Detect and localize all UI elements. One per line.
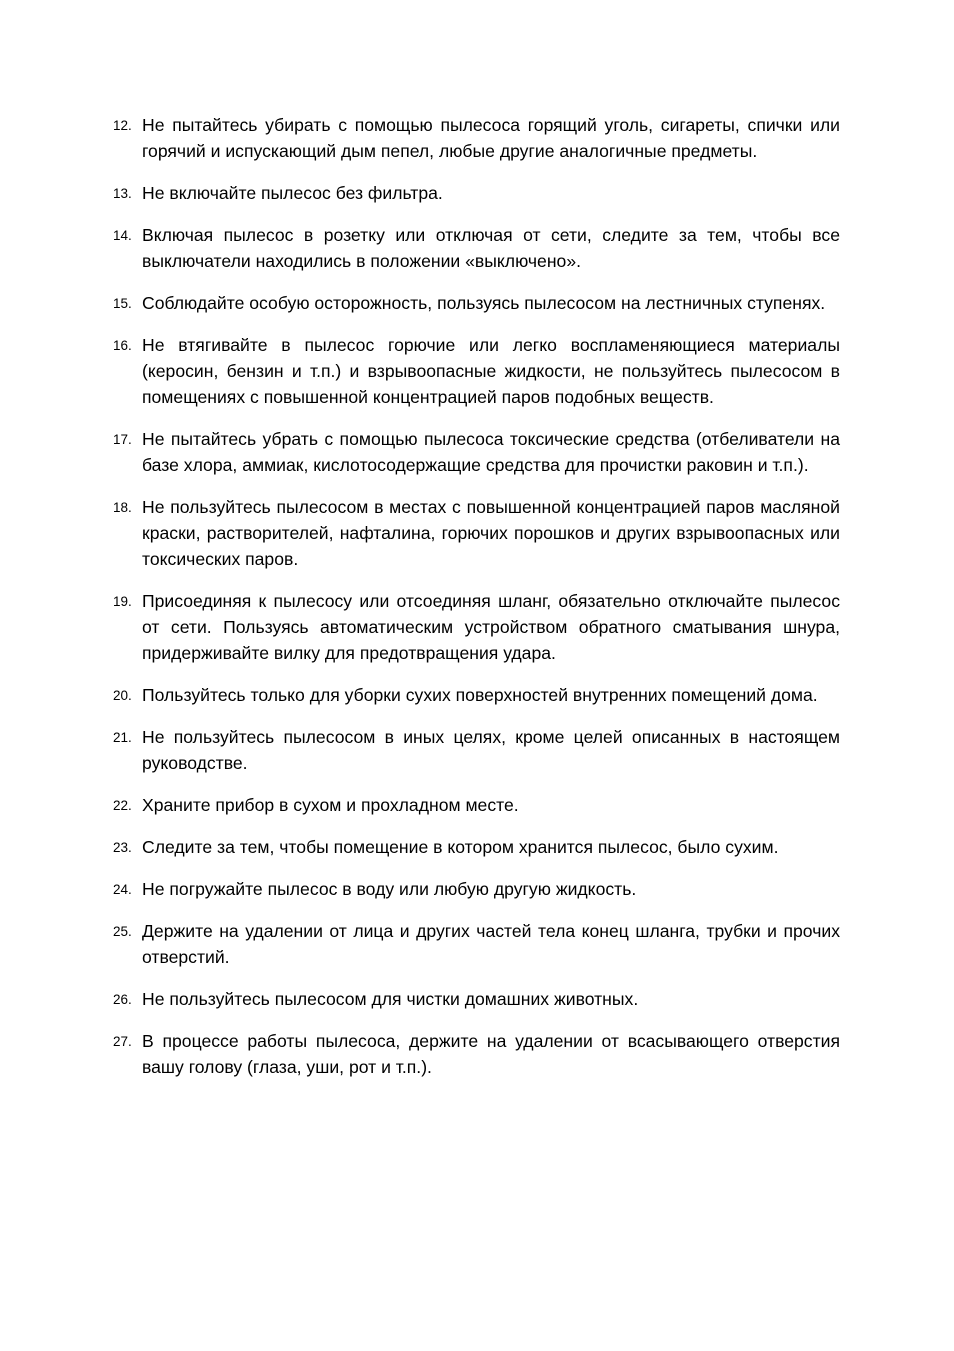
item-number: 13. <box>113 186 132 201</box>
list-item <box>113 290 840 316</box>
item-text: Не пользуйтесь пылесосом в местах с повышенной концентрацией паров масляной краски, растворителей, нафталина, горючих порошков и других взрывоопасных или токсических паров. <box>142 497 840 569</box>
list-item <box>113 986 840 1012</box>
item-text: Не пользуйтесь пылесосом в иных целях, кроме целей описанных в настоящем руководстве. <box>142 727 840 773</box>
item-number: 23. <box>113 840 132 855</box>
list-item <box>113 332 840 410</box>
item-number: 25. <box>113 924 132 939</box>
list-item <box>113 792 840 818</box>
item-text: Соблюдайте особую осторожность, пользуясь пылесосом на лестничных ступенях. <box>142 293 826 313</box>
item-text: Не пытайтесь убрать с помощью пылесоса токсические средства (отбеливатели на базе хлора, аммиак, кислотосодержащие средства для прочистки раковин и т.п.). <box>142 429 840 475</box>
item-number: 24. <box>113 882 132 897</box>
item-text: Не втягивайте в пылесос горючие или легко воспламеняющиеся материалы (керосин, бензин и т.п.) и взрывоопасные жидкости, не пользуйтесь пылесосом в помещениях с повышенной концентрацией паров подобных веществ. <box>142 335 840 407</box>
list-item <box>113 1028 840 1080</box>
item-number: 16. <box>113 338 132 353</box>
item-number: 22. <box>113 798 132 813</box>
item-text: Присоединяя к пылесосу или отсоединяя шланг, обязательно отключайте пылесос от сети. Пользуясь автоматическим устройством обратного сматывания шнура, придерживайте вилку для предотвращения удара. <box>142 591 840 663</box>
list-item <box>113 222 840 274</box>
list-item <box>113 682 840 708</box>
list-item <box>113 876 840 902</box>
item-number: 26. <box>113 992 132 1007</box>
list-item <box>113 724 840 776</box>
item-number: 17. <box>113 432 132 447</box>
item-text: Не пытайтесь убирать с помощью пылесоса горящий уголь, сигареты, спички или горячий и испускающий дым пепел, любые другие аналогичные предметы. <box>142 115 840 161</box>
item-number: 19. <box>113 594 132 609</box>
list-item <box>113 588 840 666</box>
safety-instructions-list <box>113 112 840 1096</box>
item-number: 15. <box>113 296 132 311</box>
item-text: Держите на удалении от лица и других частей тела конец шланга, трубки и прочих отверстий. <box>142 921 840 967</box>
item-text: Не включайте пылесос без фильтра. <box>142 183 443 203</box>
list-item <box>113 426 840 478</box>
item-text: Следите за тем, чтобы помещение в котором хранится пылесос, было сухим. <box>142 837 779 857</box>
item-text: Не пользуйтесь пылесосом для чистки домашних животных. <box>142 989 639 1009</box>
list-item <box>113 112 840 164</box>
item-text: В процессе работы пылесоса, держите на удалении от всасывающего отверстия вашу голову (глаза, уши, рот и т.п.). <box>142 1031 840 1077</box>
item-number: 14. <box>113 228 132 243</box>
item-number: 21. <box>113 730 132 745</box>
list-item <box>113 494 840 572</box>
item-number: 18. <box>113 500 132 515</box>
item-number: 20. <box>113 688 132 703</box>
item-number: 27. <box>113 1034 132 1049</box>
list-item <box>113 918 840 970</box>
item-text: Включая пылесос в розетку или отключая от сети, следите за тем, чтобы все выключатели находились в положении «выключено». <box>142 225 840 271</box>
item-text: Не погружайте пылесос в воду или любую другую жидкость. <box>142 879 637 899</box>
list-item <box>113 834 840 860</box>
item-text: Пользуйтесь только для уборки сухих поверхностей внутренних помещений дома. <box>142 685 818 705</box>
list-item <box>113 180 840 206</box>
item-text: Храните прибор в сухом и прохладном месте. <box>142 795 519 815</box>
item-number: 12. <box>113 118 132 133</box>
